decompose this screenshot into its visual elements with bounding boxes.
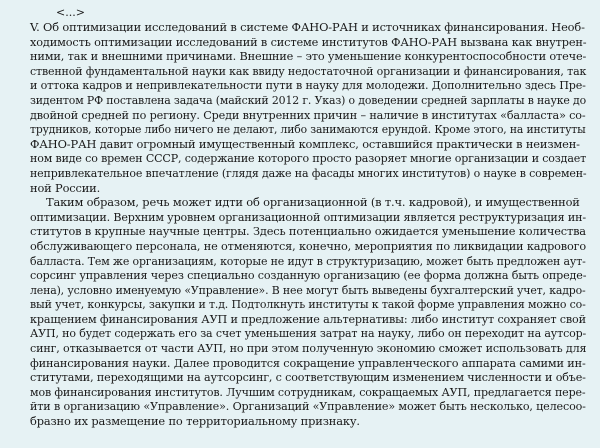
text-line: мов финансирования институтов. Лучшим сотрудникам, сокращаемых АУП, предлагается пере- (30, 384, 586, 399)
text-line: сорсинг управления через специально созданную организацию (ее форма должна быть опреде- (30, 268, 587, 283)
text-line: финансирования науки. Далее проводится сокращение управленческого аппарата самими ин- (30, 355, 586, 370)
text-line: трудников, которые либо ничего не делают, либо занимаются ерундой. Кроме этого, на институты (30, 122, 586, 137)
text-line: ФАНО-РАН давит огромный имущественный комплекс, оставшийся практически в неизмен- (30, 136, 580, 151)
text-line: ститутов в крупные научные центры. Здесь потенциально ожидается уменьшение количества (30, 224, 586, 239)
text-line: ной России. (30, 180, 101, 195)
text-line: ними, так и внешними причинами. Внешние – это уменьшение конкурентоспособности отече- (30, 49, 587, 64)
paragraph-section-v (30, 20, 586, 195)
text-line: ственной фундаментальной науки как ввиду недостаточной организации и финансирования, так (30, 63, 587, 78)
text-line: и оттока кадров и непривлекательности пути в науку для молодежи. Дополнительно здесь Пре- (30, 78, 586, 93)
text-line: непривлекательное впечатление (глядя даже на фасады многих институтов) о науке в современ- (30, 165, 587, 180)
omission-marker: <...> (56, 6, 85, 19)
text-line: вый учет, конкурсы, закупки и т.д. Подтолкнуть институты к такой форме управления можно со- (30, 297, 586, 312)
text-line: оптимизации. Верхним уровнем организационной оптимизации является реструктуризация ин- (30, 209, 586, 224)
text-line: АУП, но будет содержать его за счет уменьшения затрат на науку, либо он переходит на аутсор- (30, 326, 587, 341)
text-line: ститутами, переходящими на аутсорсинг, с соответствующим изменением численности и объе- (30, 370, 586, 385)
text-line: двойной средней по региону. Среди внутренних причин – наличие в институтах «балласта» со- (30, 107, 586, 122)
text-line: балласта. Тем же организациям, которые не идут в структуризацию, может быть предложен аут- (30, 253, 586, 268)
text-line: ходимость оптимизации исследований в системе институтов ФАНО-РАН вызвана как внутрен- (30, 34, 587, 49)
text-line: лена), условно именуемую «Управление». В нее могут быть выведены бухгалтерский учет, кадро- (30, 282, 586, 297)
text-line: Таким образом, речь может идти об организационной (в т.ч. кадровой), и имущественной (46, 195, 580, 210)
text-line: синг, отказывается от части АУП, но при этом полученную экономию сможет использовать для (30, 341, 587, 356)
paragraph-optimization (30, 195, 586, 429)
text-line: ном виде со времен СССР, содержание которого просто разоряет многие организации и создает (30, 151, 587, 166)
text-line: бразно их размещение по территориальному признаку. (30, 414, 360, 429)
text-line: кращением финансирования АУП и предложение альтернативы: либо институт сохраняет свой (30, 311, 586, 326)
text-line: обслуживающего персонала, не отменяются, конечно, мероприятия по ликвидации кадрового (30, 238, 587, 253)
text-line: йти в организацию «Управление». Организаций «Управление» может быть несколько, целесоо- (30, 399, 586, 414)
text-line: зидентом РФ поставлена задача (майский 2012 г. Указ) о доведении средней зарплаты в науке до (30, 92, 587, 107)
text-line: V. Об оптимизации исследований в системе ФАНО-РАН и источниках финансирования. Необ- (30, 20, 585, 34)
